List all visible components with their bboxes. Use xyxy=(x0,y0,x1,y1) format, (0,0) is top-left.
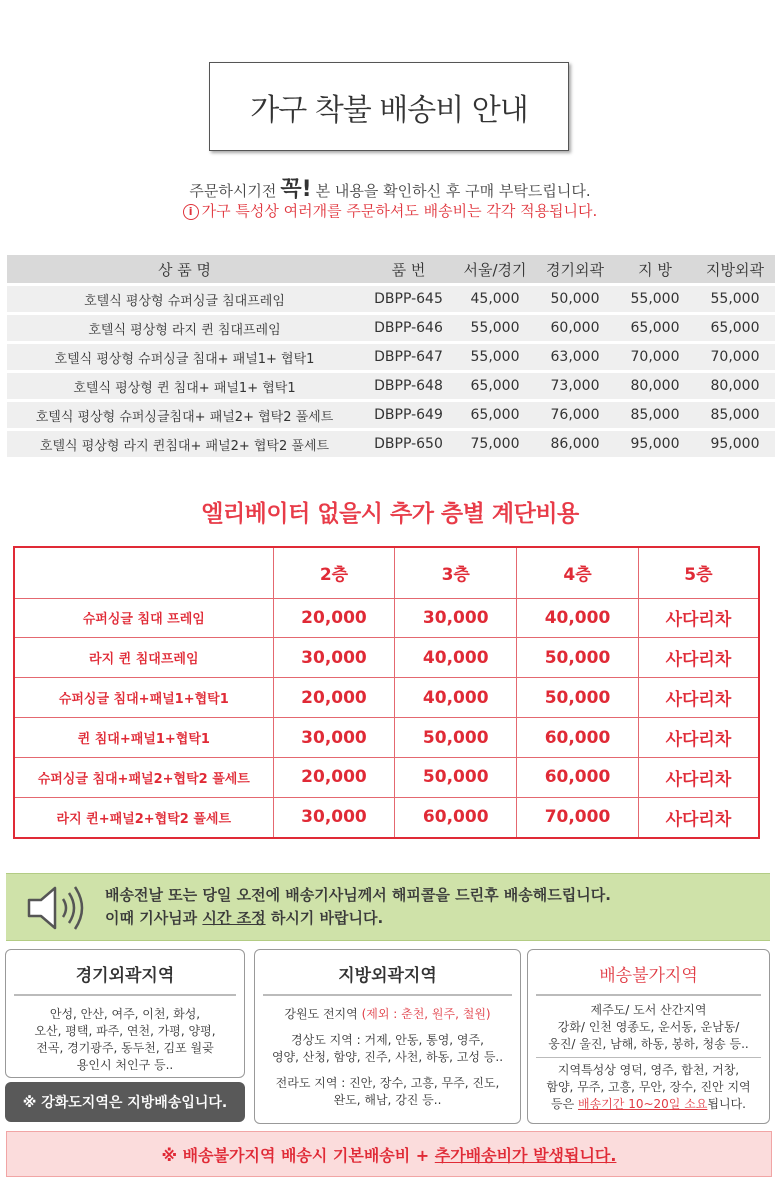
gyeonggi-outer-region-box: 경기외곽지역 안성, 안산, 여주, 이천, 화성, 오산, 평택, 파주, 연천, 가평, 양평, 전곡, 경기광주, 동두천, 김포 월곶 용인시 처인구 등.. xyxy=(5,949,245,1078)
divider xyxy=(536,994,761,996)
table-row: 호텔식 평상형 라지 퀸침대+ 패널2+ 협탁2 풀세트 DBPP-650 75,000 86,000 95,000 95,000 xyxy=(7,431,775,457)
price-table xyxy=(7,252,775,460)
region-title: 지방외곽지역 xyxy=(338,966,437,986)
table-row: 호텔식 평상형 라지 퀸 침대프레임 DBPP-646 55,000 60,000 65,000 65,000 xyxy=(7,315,775,341)
info-icon: i xyxy=(183,204,199,220)
divider xyxy=(14,994,236,996)
table-row: 호텔식 평상형 슈퍼싱글 침대프레임 DBPP-645 45,000 50,000 55,000 55,000 xyxy=(7,286,775,312)
warning-line: i 가구 특성상 여러개를 주문하셔도 배송비는 각각 적용됩니다. xyxy=(0,200,780,221)
table-row: 라지 퀸 침대프레임 30,000 40,000 50,000 사다리차 xyxy=(14,638,759,678)
stair-table-header: 2층 3층 4층 5층 xyxy=(14,547,759,598)
price-table-header: 상 품 명 품 번 서울/경기 경기외곽 지 방 지방외곽 xyxy=(7,255,775,283)
table-row: 퀸 침대+패널1+협탁1 30,000 50,000 60,000 사다리차 xyxy=(14,718,759,758)
stair-cost-table xyxy=(13,546,760,839)
ganghwa-note-badge: ※ 강화도지역은 지방배송입니다. xyxy=(5,1082,245,1122)
table-row: 호텔식 평상형 퀸 침대+ 패널1+ 협탁1 DBPP-648 65,000 73,000 80,000 80,000 xyxy=(7,373,775,399)
local-outer-region-box: 지방외곽지역 강원도 전지역 (제외 : 춘천, 원주, 철원) 경상도 지역 : 거제, 안동, 통영, 영주, 영양, 산청, 함양, 진주, 사천, 하동, 고성 등.. 전라도 지역 : 진안, 장수, 고흥, 무주, 진도, 완도, 해남, 강진 등.. xyxy=(254,949,521,1124)
region-title: 배송불가지역 xyxy=(599,966,698,986)
table-row: 라지 퀸+패널2+협탁2 풀세트 30,000 60,000 70,000 사다리차 xyxy=(14,797,759,838)
stair-cost-title: 엘리베이터 없을시 추가 층별 계단비용 xyxy=(201,501,579,527)
extra-fee-notice-bar: ※ 배송불가지역 배송시 기본배송비 + 추가배송비가 발생됩니다. xyxy=(6,1131,772,1177)
speaker-icon xyxy=(23,882,93,934)
delivery-notice-bar xyxy=(6,873,770,941)
table-row: 슈퍼싱글 침대+패널1+협탁1 20,000 40,000 50,000 사다리차 xyxy=(14,678,759,718)
table-row: 슈퍼싱글 침대 프레임 20,000 30,000 40,000 사다리차 xyxy=(14,598,759,638)
table-row: 호텔식 평상형 슈퍼싱글침대+ 패널2+ 협탁2 풀세트 DBPP-649 65,000 76,000 85,000 85,000 xyxy=(7,402,775,428)
region-title: 경기외곽지역 xyxy=(75,966,175,986)
delivery-notice-text: 배송전날 또는 당일 오전에 배송기사님께서 해피콜을 드린후 배송해드립니다. 이때 기사님과 시간 조정 하시기 바랍니다. xyxy=(105,886,611,927)
title-box xyxy=(209,62,569,151)
divider xyxy=(263,994,512,996)
notice-line: 주문하시기전 꼭! 본 내용을 확인하신 후 구매 부탁드립니다. xyxy=(189,177,591,202)
unavailable-region-box: 배송불가지역 제주도/ 도서 산간지역 강화/ 인천 영종도, 운서동, 운남동/ 웅진/ 울진, 남해, 하동, 봉하, 청송 등.. 지역특성상 영덕, 영주, 합천, 거창, 함양, 무주, 고흥, 무안, 장수, 진안 지역 등은 배송기간 10~20일 소요됩니다. xyxy=(527,949,770,1124)
divider xyxy=(536,1057,761,1058)
table-row: 슈퍼싱글 침대+패널2+협탁2 풀세트 20,000 50,000 60,000 사다리차 xyxy=(14,757,759,797)
page-title: 가구 착불 배송비 안내 xyxy=(250,92,528,128)
table-row: 호텔식 평상형 슈퍼싱글 침대+ 패널1+ 협탁1 DBPP-647 55,000 63,000 70,000 70,000 xyxy=(7,344,775,370)
emphasis-text: 꼭! xyxy=(280,177,312,202)
